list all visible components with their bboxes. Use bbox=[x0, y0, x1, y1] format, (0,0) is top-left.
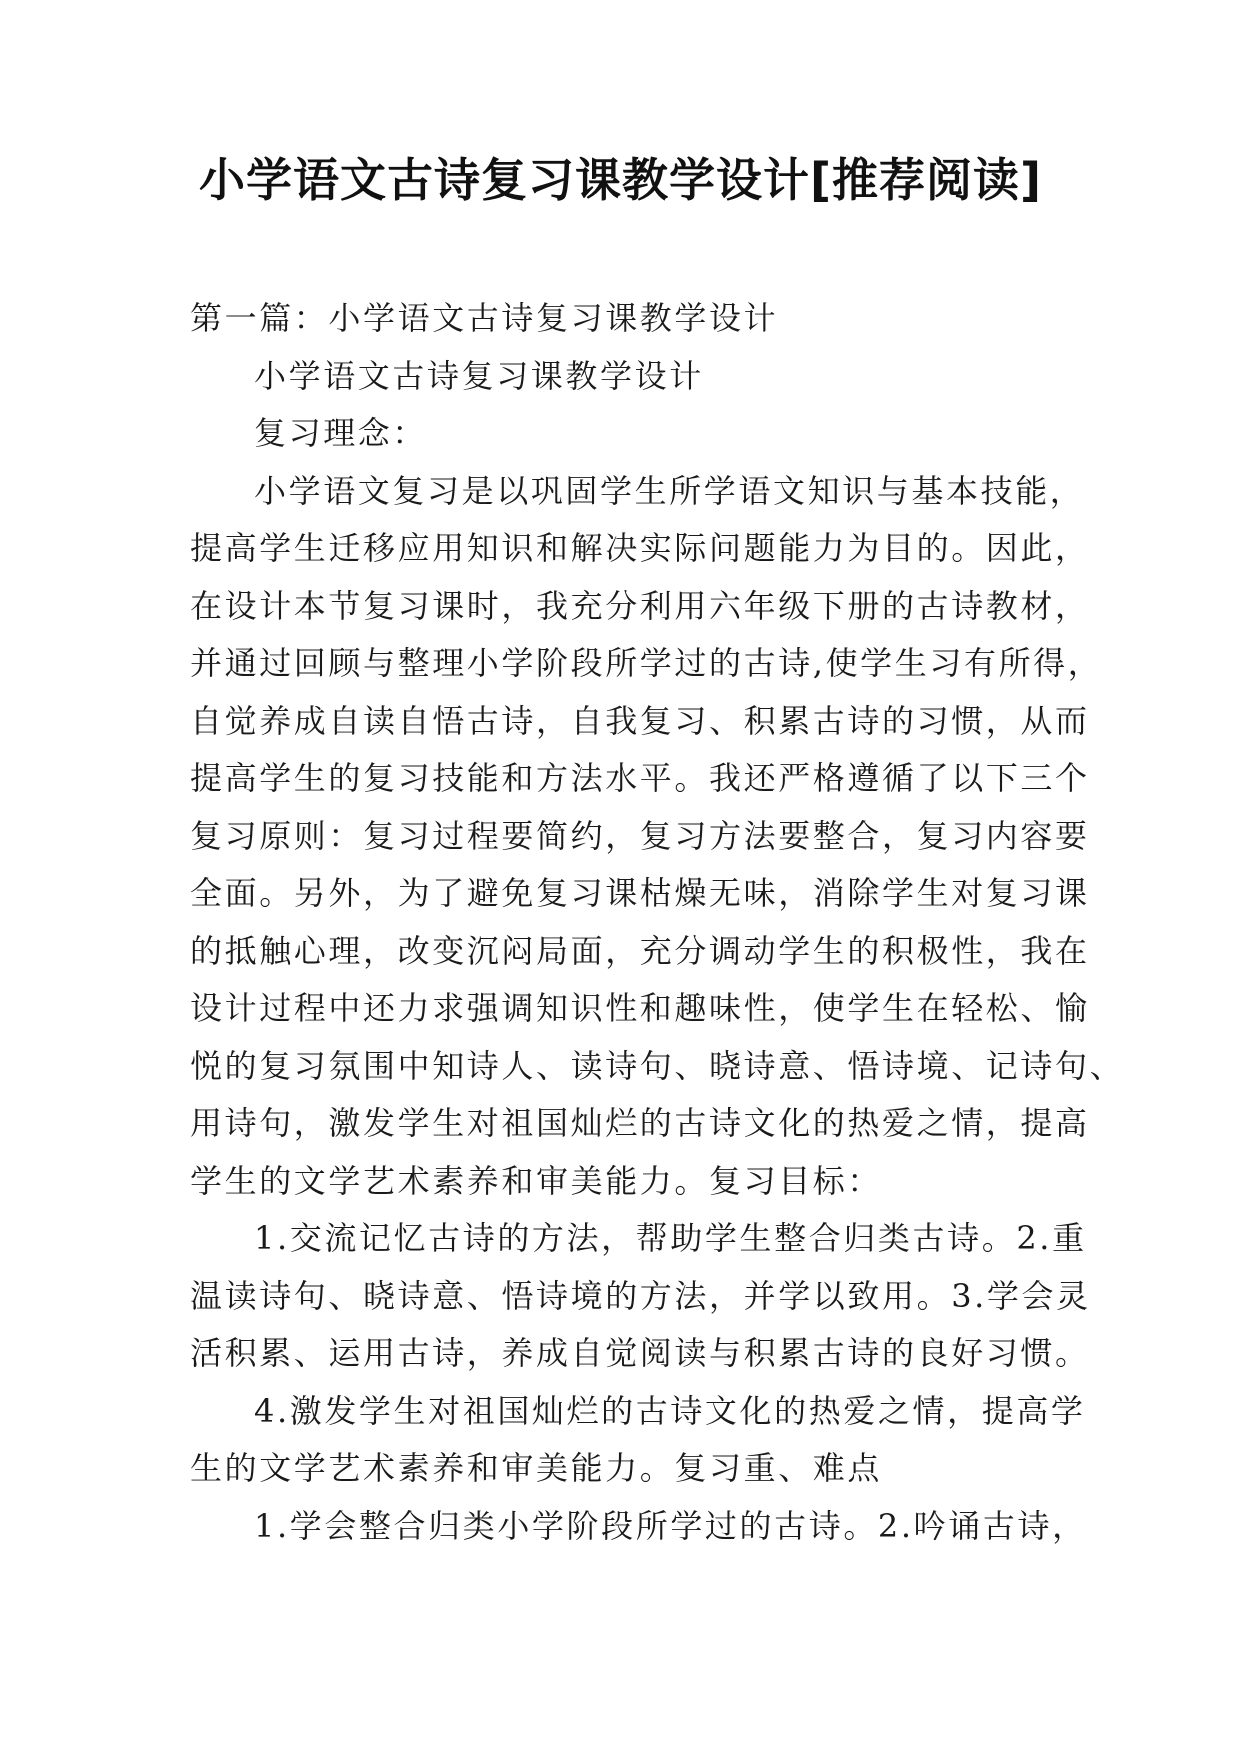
text-line: 用诗句，激发学生对祖国灿烂的古诗文化的热爱之情，提高 bbox=[190, 1104, 1090, 1142]
document-body bbox=[190, 290, 1125, 1555]
text-line: 全面。另外，为了避免复习课枯燥无味，消除学生对复习课 bbox=[190, 874, 1090, 912]
text-line: 学生的文学艺术素养和审美能力。复习目标： bbox=[190, 1161, 883, 1200]
text-line: 第一篇：小学语文古诗复习课教学设计 bbox=[190, 299, 779, 337]
text-line: 提高学生的复习技能和方法水平。我还严格遵循了以下三个 bbox=[190, 759, 1090, 797]
text-line: 小学语文复习是以巩固学生所学语文知识与基本技能， bbox=[254, 471, 1085, 510]
document-title: 小学语文古诗复习课教学设计[推荐阅读] bbox=[198, 153, 1043, 207]
text-line: 悦的复习氛围中知诗人、读诗句、晓诗意、悟诗境、记诗句、 bbox=[190, 1046, 1125, 1085]
text-line: 生的文学艺术素养和审美能力。复习重、难点 bbox=[190, 1449, 883, 1487]
text-line: 设计过程中还力求强调知识性和趣味性，使学生在轻松、愉 bbox=[190, 989, 1090, 1027]
text-line: 1.学会整合归类小学阶段所学过的古诗。2.吟诵古诗， bbox=[254, 1506, 1087, 1545]
text-line: 提高学生迁移应用知识和解决实际问题能力为目的。因此， bbox=[190, 529, 1090, 567]
text-line: 复习原则：复习过程要简约，复习方法要整合，复习内容要 bbox=[190, 816, 1090, 855]
text-line: 温读诗句、晓诗意、悟诗境的方法，并学以致用。3.学会灵 bbox=[190, 1276, 1091, 1315]
text-line: 小学语文古诗复习课教学设计 bbox=[254, 356, 704, 395]
text-line: 的抵触心理，改变沉闷局面，充分调动学生的积极性，我在 bbox=[190, 931, 1090, 970]
text-line: 活积累、运用古诗，养成自觉阅读与积累古诗的良好习惯。 bbox=[190, 1334, 1090, 1372]
text-line: 在设计本节复习课时，我充分利用六年级下册的古诗教材， bbox=[190, 586, 1090, 625]
text-line: 复习理念： bbox=[254, 414, 428, 452]
text-line: 4.激发学生对祖国灿烂的古诗文化的热爱之情，提高学 bbox=[254, 1391, 1086, 1430]
text-line: 1.交流记忆古诗的方法，帮助学生整合归类古诗。2.重 bbox=[254, 1219, 1087, 1257]
text-line: 自觉养成自读自悟古诗，自我复习、积累古诗的习惯，从而 bbox=[190, 701, 1090, 740]
text-line: 并通过回顾与整理小学阶段所学过的古诗,使学生习有所得， bbox=[190, 644, 1103, 682]
